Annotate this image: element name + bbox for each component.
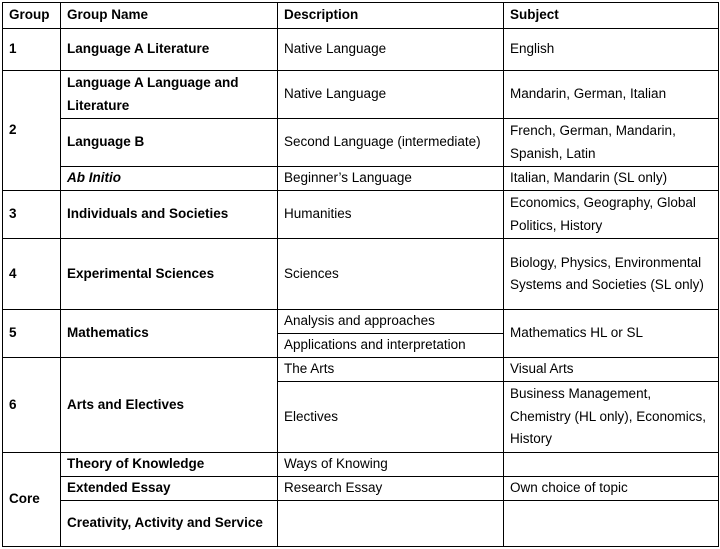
description-cell: Applications and interpretation xyxy=(278,334,504,358)
table-row xyxy=(3,501,719,547)
group-number: 1 xyxy=(3,29,61,71)
group-name: Language B xyxy=(61,119,278,167)
description-cell: Beginner’s Language xyxy=(278,167,504,191)
group-name: Ab Initio xyxy=(61,167,278,191)
group-name: Arts and Electives xyxy=(61,358,278,453)
table-row xyxy=(3,167,719,191)
description-cell: Native Language xyxy=(278,71,504,119)
table-row xyxy=(3,71,719,119)
description-cell: Native Language xyxy=(278,29,504,71)
group-number: 4 xyxy=(3,239,61,310)
subject-cell: Mathematics HL or SL xyxy=(504,310,719,358)
subject-cell: Biology, Physics, Environmental Systems and Societies (SL only) xyxy=(504,239,719,310)
description-cell: The Arts xyxy=(278,358,504,382)
table-row xyxy=(3,191,719,239)
table-row xyxy=(3,358,719,382)
subject-cell: English xyxy=(504,29,719,71)
group-name: Extended Essay xyxy=(61,477,278,501)
header-subject: Subject xyxy=(504,3,719,29)
subject-cell: Italian, Mandarin (SL only) xyxy=(504,167,719,191)
subject-cell: Own choice of topic xyxy=(504,477,719,501)
group-number: Core xyxy=(3,453,61,547)
header-group: Group xyxy=(3,3,61,29)
table-row xyxy=(3,310,719,334)
subject-cell: Mandarin, German, Italian xyxy=(504,71,719,119)
group-name: Experimental Sciences xyxy=(61,239,278,310)
description-cell: Humanities xyxy=(278,191,504,239)
table-row xyxy=(3,239,719,310)
group-name: Theory of Knowledge xyxy=(61,453,278,477)
subject-cell xyxy=(504,453,719,477)
group-number: 6 xyxy=(3,358,61,453)
group-number: 3 xyxy=(3,191,61,239)
group-name: Creativity, Activity and Service xyxy=(61,501,278,547)
description-cell: Analysis and approaches xyxy=(278,310,504,334)
subject-cell: French, German, Mandarin, Spanish, Latin xyxy=(504,119,719,167)
description-cell: Second Language (intermediate) xyxy=(278,119,504,167)
subject-cell: Business Management, Chemistry (HL only), Economics, History xyxy=(504,382,719,453)
header-group-name: Group Name xyxy=(61,3,278,29)
subject-cell xyxy=(504,501,719,547)
header-description: Description xyxy=(278,3,504,29)
group-name: Mathematics xyxy=(61,310,278,358)
description-cell xyxy=(278,501,504,547)
header-row xyxy=(3,3,719,29)
group-number: 5 xyxy=(3,310,61,358)
description-cell: Sciences xyxy=(278,239,504,310)
subject-cell: Visual Arts xyxy=(504,358,719,382)
table-row xyxy=(3,453,719,477)
group-name: Individuals and Societies xyxy=(61,191,278,239)
ib-subject-groups-table xyxy=(2,2,719,547)
description-cell: Research Essay xyxy=(278,477,504,501)
group-name: Language A Language and Literature xyxy=(61,71,278,119)
description-cell: Ways of Knowing xyxy=(278,453,504,477)
group-name: Language A Literature xyxy=(61,29,278,71)
table-row xyxy=(3,119,719,167)
table-row xyxy=(3,477,719,501)
description-cell: Electives xyxy=(278,382,504,453)
subject-cell: Economics, Geography, Global Politics, History xyxy=(504,191,719,239)
group-number: 2 xyxy=(3,71,61,191)
table-row xyxy=(3,29,719,71)
